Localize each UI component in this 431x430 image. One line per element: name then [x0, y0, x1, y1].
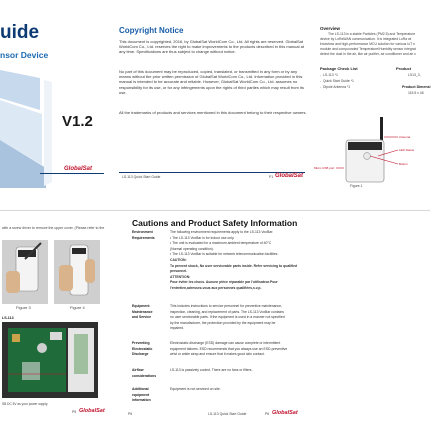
product-label: Product	[396, 66, 412, 71]
cover-page	[0, 0, 108, 200]
safety-footer-right-page: P6	[265, 412, 270, 416]
safety-row-line: Pour éviter les chocs. Aucune pièce réparable par l'utilisateur.Pour	[170, 280, 278, 285]
cover-version: V1.2	[62, 113, 93, 130]
safety-row-line: l'entretien,adressez-vous aux personnes qualifiées,s.v.p.	[170, 286, 262, 290]
copyright-para-1: This document is copyrighted, 2016, by GlobalSat WorldCom Co., Ltd. All rights are reserved. GlobalSat WorldCom Co., Ltd. reserves the right to make improvements to the products described in this manual at any time. Specifications are thus subject to change without notice.	[119, 39, 304, 55]
cover-footer-rule	[40, 173, 104, 174]
safety-row-line: wrist or ankle strap and ensure that it makes good skin contact.	[170, 352, 265, 357]
safety-row-line: • The unit is evaluated for a maximum ambient temperature of 40°C	[170, 241, 272, 246]
product-item: LS13_3,	[408, 73, 421, 77]
package-item-1-label: LS-113 *1	[323, 73, 338, 77]
ls113-label: LS-113	[2, 316, 14, 320]
safety-row-line: This includes instructions to service personnel for preventive maintenance,	[170, 304, 282, 308]
figure-1-caption: Figure 1	[350, 184, 363, 188]
callout-usb: Micro USB port	[314, 166, 335, 170]
safety-row-line: Equipment is not serviced on site.	[170, 387, 221, 391]
overview-line-5: detect the dust in the air, like air purifier, air conditioner and air c	[320, 52, 416, 56]
safety-row-line: CAUTION:	[170, 258, 187, 262]
cover-logo: GlobalSat	[64, 166, 93, 172]
safety-row-line: To prevent shock, No user serviceable parts inside. Refer servicing to qualified	[170, 263, 298, 268]
overview-line-2: device by LoRaWAN communication. It is integrated LoRa wi	[320, 37, 412, 41]
overview-line-3: knowhow and high-performance MCU solution for various IoT n	[320, 42, 415, 46]
package-item-3-label: Dipole Antenna *1	[323, 85, 351, 89]
copyright-heading: Copyright Notice	[119, 26, 184, 35]
callout-antenna: Antenna	[399, 135, 411, 139]
safety-row-line: The following environment requirements apply to the LS-113 VoxBar:	[170, 230, 274, 234]
copyright-footer-page: P1	[269, 175, 274, 179]
safety-row-label: Additional equipment information	[132, 387, 151, 403]
safety-row-line: by the manufacturer, the protection provided by the equipment may be	[170, 320, 276, 325]
copyright-para-3: All the trademarks of products and services mentioned in this document belong to their respective owners.	[119, 110, 307, 115]
safety-row-line: Electrostatic discharge (ESD) damage can cause complete or intermittent	[170, 341, 281, 345]
safety-row-line: personnel.	[170, 269, 188, 274]
cover-title: uide	[0, 22, 40, 43]
dimension-label: Product Dimensi	[402, 85, 431, 89]
package-item-3: - Dipole Antenna *1	[320, 85, 351, 89]
package-item-2-label: Quick Start Guide *1	[323, 79, 354, 83]
divider-top-bottom	[0, 210, 430, 211]
callout-led: LED Status	[399, 148, 415, 152]
package-item-2: - Quick Start Guide *1	[320, 79, 354, 83]
cover-decoration	[0, 70, 108, 190]
install-instruction: with a screw driver to remove the upper cover. (Please refer to the	[2, 226, 105, 230]
safety-row-line: impaired.	[170, 326, 184, 331]
safety-footer-left-page: P6	[128, 412, 133, 416]
copyright-page	[112, 0, 312, 200]
device-illustration	[318, 112, 430, 192]
safety-row-line: equipment failures. ESD recommends that you always use an ESD-preventive	[170, 346, 288, 351]
safety-row-line: ATTENTION:	[170, 274, 191, 279]
overview-line-4: module and compounded Temperature/Humidity sensor integrat	[320, 47, 416, 51]
safety-page	[128, 212, 430, 430]
safety-row-line: inspection, cleaning, and replacement of parts. The LS-113 VoxBar contains	[170, 309, 284, 314]
circuit-board-photo	[2, 322, 98, 398]
install-page	[0, 212, 108, 430]
copyright-footer-title: LS-113 Quick Start Guide	[122, 175, 161, 179]
dimension-value: 115.5 x 46	[408, 91, 424, 95]
package-item-1: - LS-113 *1	[320, 73, 338, 77]
safety-row-line: LS-113 is passively cooled. There are no fans or filters.	[170, 368, 253, 372]
safety-row-label: Preventing Electrostatic Discharge	[132, 341, 153, 357]
figure-3-illustration	[3, 241, 47, 303]
figure-4-caption: Figure 4	[70, 305, 85, 310]
safety-footer-right-title: LS-113 Quick Start Guide	[208, 412, 247, 416]
safety-row-line: • The LS-113 VoxBar is for indoor use only.	[170, 235, 235, 240]
overview-page	[314, 0, 431, 200]
safety-row-line: no user serviceable parts. If the equipment is used in a manner not specified	[170, 315, 285, 320]
install-footer-note: SB DC 5V as your power supply.	[2, 402, 49, 406]
safety-row-line: (Normal operating condition).	[170, 246, 214, 251]
copyright-para-2: No part of this document may be reproduced, copied, translated, or transmitted in any form or by any means without the prior written permission of GlobalSat WorldCom Co., Ltd. Information provided in this manual is intended to be accurate and reliable. However, GlobalSat WorldCom Co., Ltd. assumes no responsibility for its use, or for any infringements upon the rights of third parties which may result from its use.	[119, 69, 304, 95]
figure-4-illustration	[55, 241, 99, 303]
figure-4-photo	[54, 240, 100, 304]
safety-heading: Cautions and Product Safety Information	[132, 218, 298, 228]
overview-line-1: The LS-113 is a stable Particles (PM2.5) and Temperature	[328, 32, 416, 36]
safety-logo: GlobalSat	[272, 410, 298, 416]
overview-heading: Overview	[320, 26, 341, 31]
figure-3-photo	[2, 240, 48, 304]
safety-row-label: Airflow considerations	[132, 368, 157, 378]
package-heading: Package Check List	[320, 66, 358, 71]
figure-3-caption: Figure 3	[16, 305, 31, 310]
copyright-logo: GlobalSat	[275, 173, 304, 179]
install-footer-page: P5	[72, 410, 77, 414]
callout-button: Button	[399, 162, 408, 166]
circuit-board-illustration	[2, 322, 98, 398]
safety-row-label: Environment Requirements	[132, 230, 155, 240]
install-logo: GlobalSat	[79, 408, 105, 414]
safety-row-label: Equipment Maintenance and Service	[132, 304, 153, 320]
safety-row-line: • The LS-113 VoxBar is suitable for network telecommunication facilities.	[170, 252, 279, 257]
cover-subtitle: nsor Device	[0, 50, 49, 60]
